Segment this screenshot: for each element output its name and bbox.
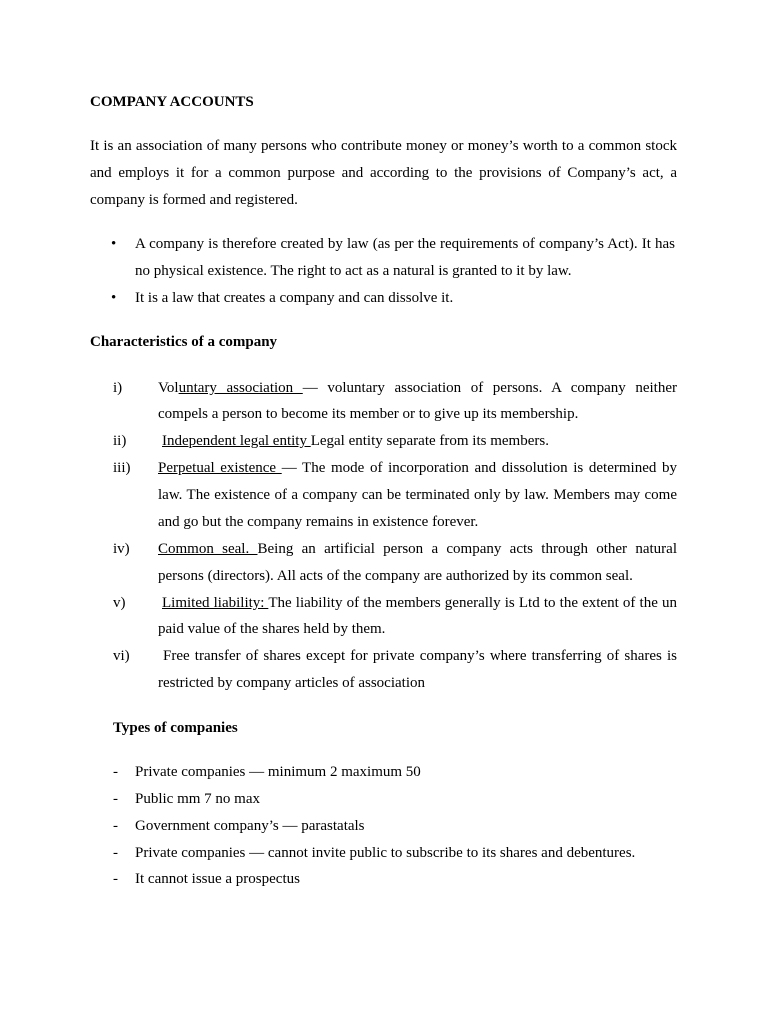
item-text: The liability of the members generally is Ltd to the extent of the un [268,595,677,611]
types-heading: Types of companies [113,720,238,736]
types-item: It cannot issue a prospectus [135,871,300,887]
bullet-1-line-2: no physical existence. The right to act as a natural is granted to it by law. [135,263,572,279]
characteristics-heading: Characteristics of a company [90,334,278,350]
list-marker: vi) [113,648,130,664]
types-item: Government company’s — parastatals [135,818,365,834]
intro-line-3: company is formed and registered. [90,192,298,208]
item-text: — The mode of incorporation and dissolution is determined by [281,460,677,476]
bullet-marker-1: • [111,236,117,252]
types-item: Private companies — cannot invite public to subscribe to its shares and debentures. [135,845,636,861]
list-item-line [162,433,549,450]
list-marker: i) [113,380,123,396]
document-title: COMPANY ACCOUNTS [90,94,254,110]
list-item-line [158,460,677,477]
types-item: Public mm 7 no max [135,791,260,807]
list-item-line: law. The existence of a company can be terminated only by law. Members may come [158,487,677,503]
list-item-line: Free transfer of shares except for private company’s where transferring of shares is [163,648,677,664]
types-item: Private companies — minimum 2 maximum 50 [135,764,421,780]
list-item-line [158,541,677,558]
term-underlined: Independent legal entity [162,433,311,449]
term-underlined: Limited liability: [162,595,269,611]
list-item-line [162,595,677,612]
bullet-2-line-1: It is a law that creates a company and can dissolve it. [135,290,454,306]
term-underlined: Perpetual existence [158,460,282,476]
dash-marker: - [113,845,118,861]
item-text: — voluntary association of persons. A company neither [302,380,677,396]
term-underlined: Common seal. [158,541,258,557]
list-item-line: and go but the company remains in existence forever. [158,514,479,530]
list-item-line: persons (directors). All acts of the company are authorized by its common seal. [158,568,633,584]
list-item-line [158,380,677,397]
list-marker: iv) [113,541,130,557]
list-marker: v) [113,595,126,611]
bullet-1-line-1: A company is therefore created by law (as per the requirements of company’s Act). It has [135,236,675,252]
list-item-line: paid value of the shares held by them. [158,621,386,637]
term-underlined: untary association [178,380,303,396]
list-item-line: restricted by company articles of association [158,675,425,691]
list-item-line: compels a person to become its member or to give up its membership. [158,406,579,422]
item-text: Legal entity separate from its members. [310,433,549,449]
intro-line-2: and employs it for a common purpose and according to the provisions of Company’s act, a [90,165,677,181]
bullet-marker-2: • [111,290,117,306]
list-marker: iii) [113,460,131,476]
dash-marker: - [113,764,118,780]
dash-marker: - [113,791,118,807]
term-prefix: Vol [158,380,179,396]
intro-line-1: It is an association of many persons who contribute money or money’s worth to a common stock [90,138,677,154]
item-text: Being an artificial person a company acts through other natural [257,541,677,557]
dash-marker: - [113,818,118,834]
list-marker: ii) [113,433,127,449]
dash-marker: - [113,871,118,887]
